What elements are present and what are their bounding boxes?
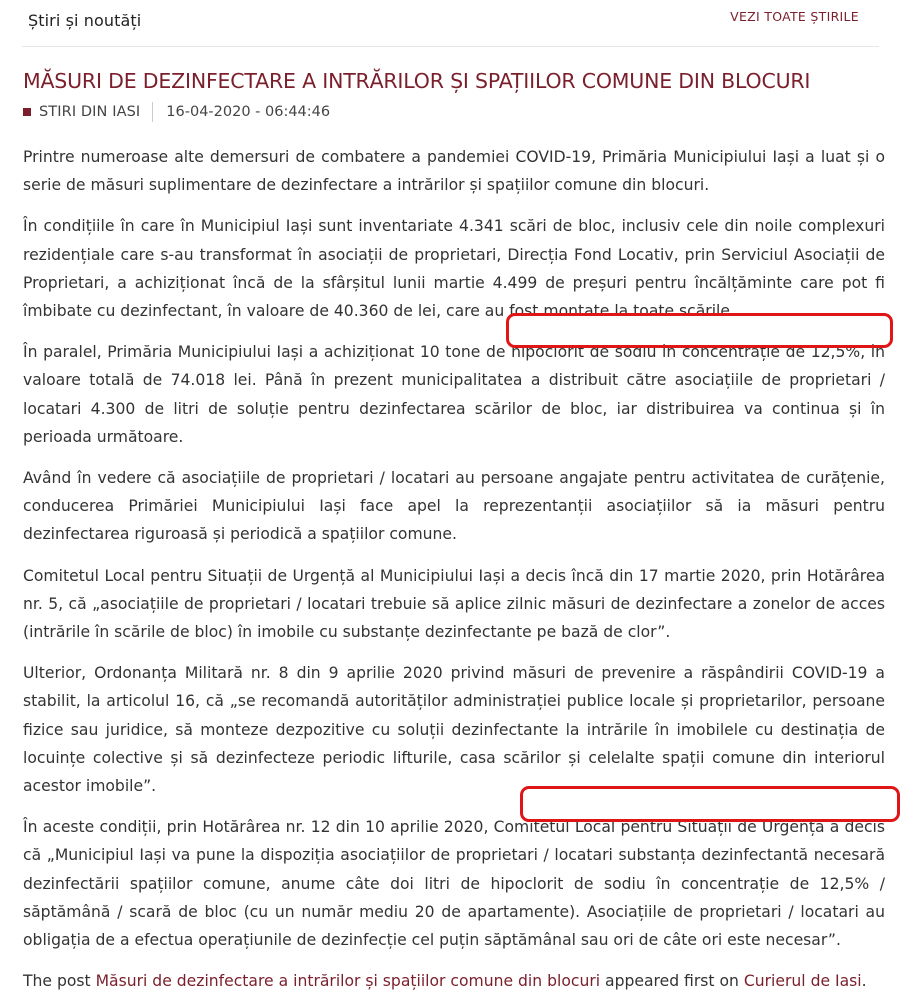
footer-middle: appeared first on: [600, 972, 744, 991]
article-paragraph: În condițiile în care în Municipiul Iași sunt inventariate 4.341 scări de bloc, inclusiv cele din noile complexuri rezidențiale care s-au transformat în asociații de proprietari, Direcția Fond Locativ, prin Serviciul Asociații de Proprietari, a achiziționat încă de la sfârșitul lunii martie 4.499 de preșuri pentru încălțăminte care pot fi îmbibate cu dezinfectant, în valoare de 40.360 de lei, care au fost montate la toate scările.: [23, 217, 885, 321]
article-paragraph: Ulterior, Ordonanța Militară nr. 8 din 9 aprilie 2020 privind măsuri de prevenire a răspândirii COVID-19 a stabilit, la articolul 16, că „se recomandă autorităților administrației publice locale și proprietarilor, persoane fizice sau juridice, să monteze dezpozitive cu soluții dezinfectante la intrările în imobilele cu destinația de locuințe colective și să dezinfecteze periodic lifturile, casa scărilor și celelalte spații comune din interiorul acestor imobile”.: [23, 664, 885, 796]
category-square-icon: [23, 108, 31, 116]
article-meta: [23, 102, 330, 122]
article-title[interactable]: MĂSURI DE DEZINFECTARE A INTRĂRILOR ȘI SPAȚIILOR COMUNE DIN BLOCURI: [23, 69, 811, 93]
section-title: Știri și noutăți: [28, 11, 142, 30]
section-header: [22, 0, 879, 47]
article-paragraph: În paralel, Primăria Municipiului Iași a achiziționat 10 tone de hipoclorit de sodiu în concentrație de 12,5%, în valoare totală de 74.018 lei. Până în prezent municipalitatea a distribuit către asociațiile de proprietari / locatari 4.300 de litri de soluție pentru dezinfectarea scărilor de bloc, iar distribuirea va continua și în perioada următoare.: [23, 343, 885, 446]
site-link[interactable]: Curierul de Iasi: [743, 972, 862, 991]
meta-divider: [152, 102, 153, 122]
article-paragraph: În aceste condiții, prin Hotărârea nr. 12 din 10 aprilie 2020, Comitetul Local pentru Situații de Urgență a decis că „Municipiul Iași va pune la dispoziția asociațiilor de proprietari / locatari substanța dezinfectantă necesară dezinfectării spațiilor comune, anume câte doi litri de hipoclorit de sodiu în concentrație de 12,5% / săptămână / scară de bloc (cu un număr mediu 20 de apartamente). Asociațiile de proprietari / locatari au obligația de a efectua operațiunile de dezinfecție cel puțin săptămânal sau ori de câte ori este necesar”.: [23, 818, 885, 950]
article-category[interactable]: STIRI DIN IASI: [39, 104, 141, 120]
article-date: 16-04-2020 - 06:44:46: [166, 104, 331, 120]
footer-suffix: .: [861, 972, 867, 991]
footer-prefix: The post: [23, 972, 96, 991]
article-footer: [23, 967, 885, 995]
post-link[interactable]: Măsuri de dezinfectare a intrărilor și spațiilor comune din blocuri: [95, 972, 601, 991]
article-paragraph: Având în vedere că asociațiile de proprietari / locatari au persoane angajate pentru activitatea de curățenie, conducerea Primăriei Municipiului Iași face apel la reprezentanții asociațiilor să ia măsuri pentru dezinfectarea riguroasă și periodică a spațiilor comune.: [23, 469, 885, 544]
article-body: [23, 143, 885, 1008]
article-paragraph: Comitetul Local pentru Situații de Urgență al Municipiului Iași a decis încă din 17 martie 2020, prin Hotărârea nr. 5, că „asociațiile de proprietari / locatari trebuie să aplice zilnic măsuri de dezinfectare a zonelor de acces (intrările în scările de bloc) în imobile cu substanțe dezinfectante pe bază de clor”.: [23, 566, 885, 642]
article-paragraph: Printre numeroase alte demersuri de combatere a pandemiei COVID-19, Primăria Municipiului Iași a luat și o serie de măsuri suplimentare de dezinfectare a intrărilor și spațiilor comune din blocuri.: [23, 148, 885, 195]
see-all-news-link[interactable]: VEZI TOATE ȘTIRILE: [730, 9, 859, 24]
